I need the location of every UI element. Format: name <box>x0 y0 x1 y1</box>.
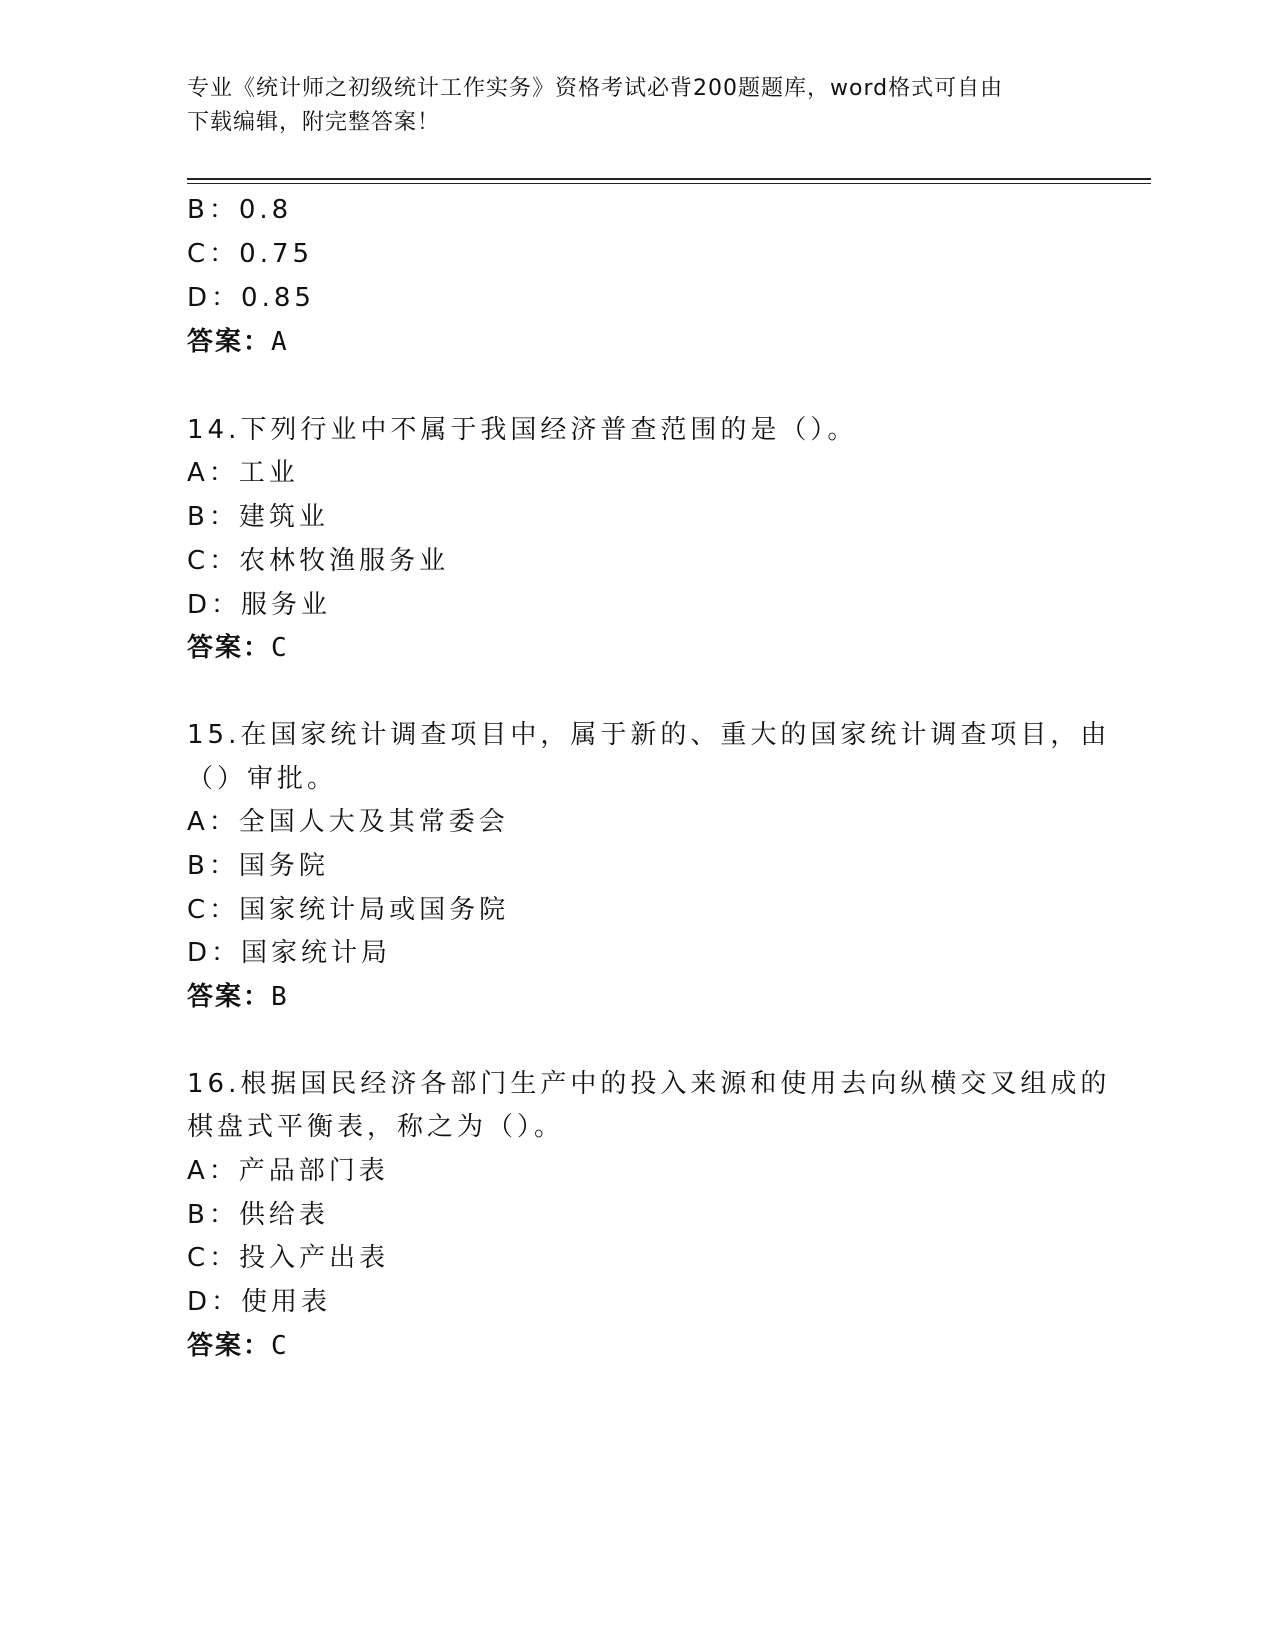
answer-value: C <box>271 633 288 663</box>
q16-option-b: B：供给表 <box>187 1200 329 1230</box>
q14-answer <box>187 628 288 668</box>
q15-answer <box>187 977 288 1017</box>
answer-label: 答案： <box>187 327 272 357</box>
q16-question-line-2: 棋盘式平衡表，称之为（）。 <box>187 1112 565 1142</box>
answer-value: B <box>271 982 288 1012</box>
answer-value: C <box>271 1331 288 1361</box>
q14-option-b: B：建筑业 <box>187 502 329 532</box>
document-header <box>187 72 1087 140</box>
q13-answer <box>187 322 288 362</box>
q15-question-line-1: 15.在国家统计调查项目中，属于新的、重大的国家统计调查项目，由 <box>187 720 1111 750</box>
q13-option-d: D：0.85 <box>187 283 315 313</box>
q14-option-a: A：工业 <box>187 458 299 488</box>
answer-value: A <box>271 327 288 357</box>
q13-option-b: B：0.8 <box>187 195 293 225</box>
q16-question-line-1: 16.根据国民经济各部门生产中的投入来源和使用去向纵横交叉组成的 <box>187 1069 1111 1099</box>
header-divider-thick <box>187 178 1151 180</box>
q15-option-b: B：国务院 <box>187 851 329 881</box>
answer-label: 答案： <box>187 982 272 1012</box>
q16-option-c: C：投入产出表 <box>187 1243 390 1273</box>
header-line-1: 专业《统计师之初级统计工作实务》资格考试必背200题题库，word格式可自由 <box>187 76 1004 101</box>
q15-option-d: D：国家统计局 <box>187 938 392 968</box>
answer-label: 答案： <box>187 633 272 663</box>
q13-option-c: C：0.75 <box>187 239 314 269</box>
q15-option-a: A：全国人大及其常委会 <box>187 807 509 837</box>
q15-option-c: C：国家统计局或国务院 <box>187 895 510 925</box>
q14-option-c: C：农林牧渔服务业 <box>187 546 450 576</box>
header-divider-thin <box>187 183 1151 184</box>
q16-option-d: D：使用表 <box>187 1287 332 1317</box>
q14-question: 14.下列行业中不属于我国经济普查范围的是（）。 <box>187 415 858 445</box>
answer-label: 答案： <box>187 1331 272 1361</box>
q14-option-d: D：服务业 <box>187 590 332 620</box>
q16-answer <box>187 1326 288 1366</box>
header-line-2: 下载编辑，附完整答案！ <box>187 110 441 135</box>
q16-option-a: A：产品部门表 <box>187 1156 389 1186</box>
q15-question-line-2: （）审批。 <box>187 764 338 794</box>
